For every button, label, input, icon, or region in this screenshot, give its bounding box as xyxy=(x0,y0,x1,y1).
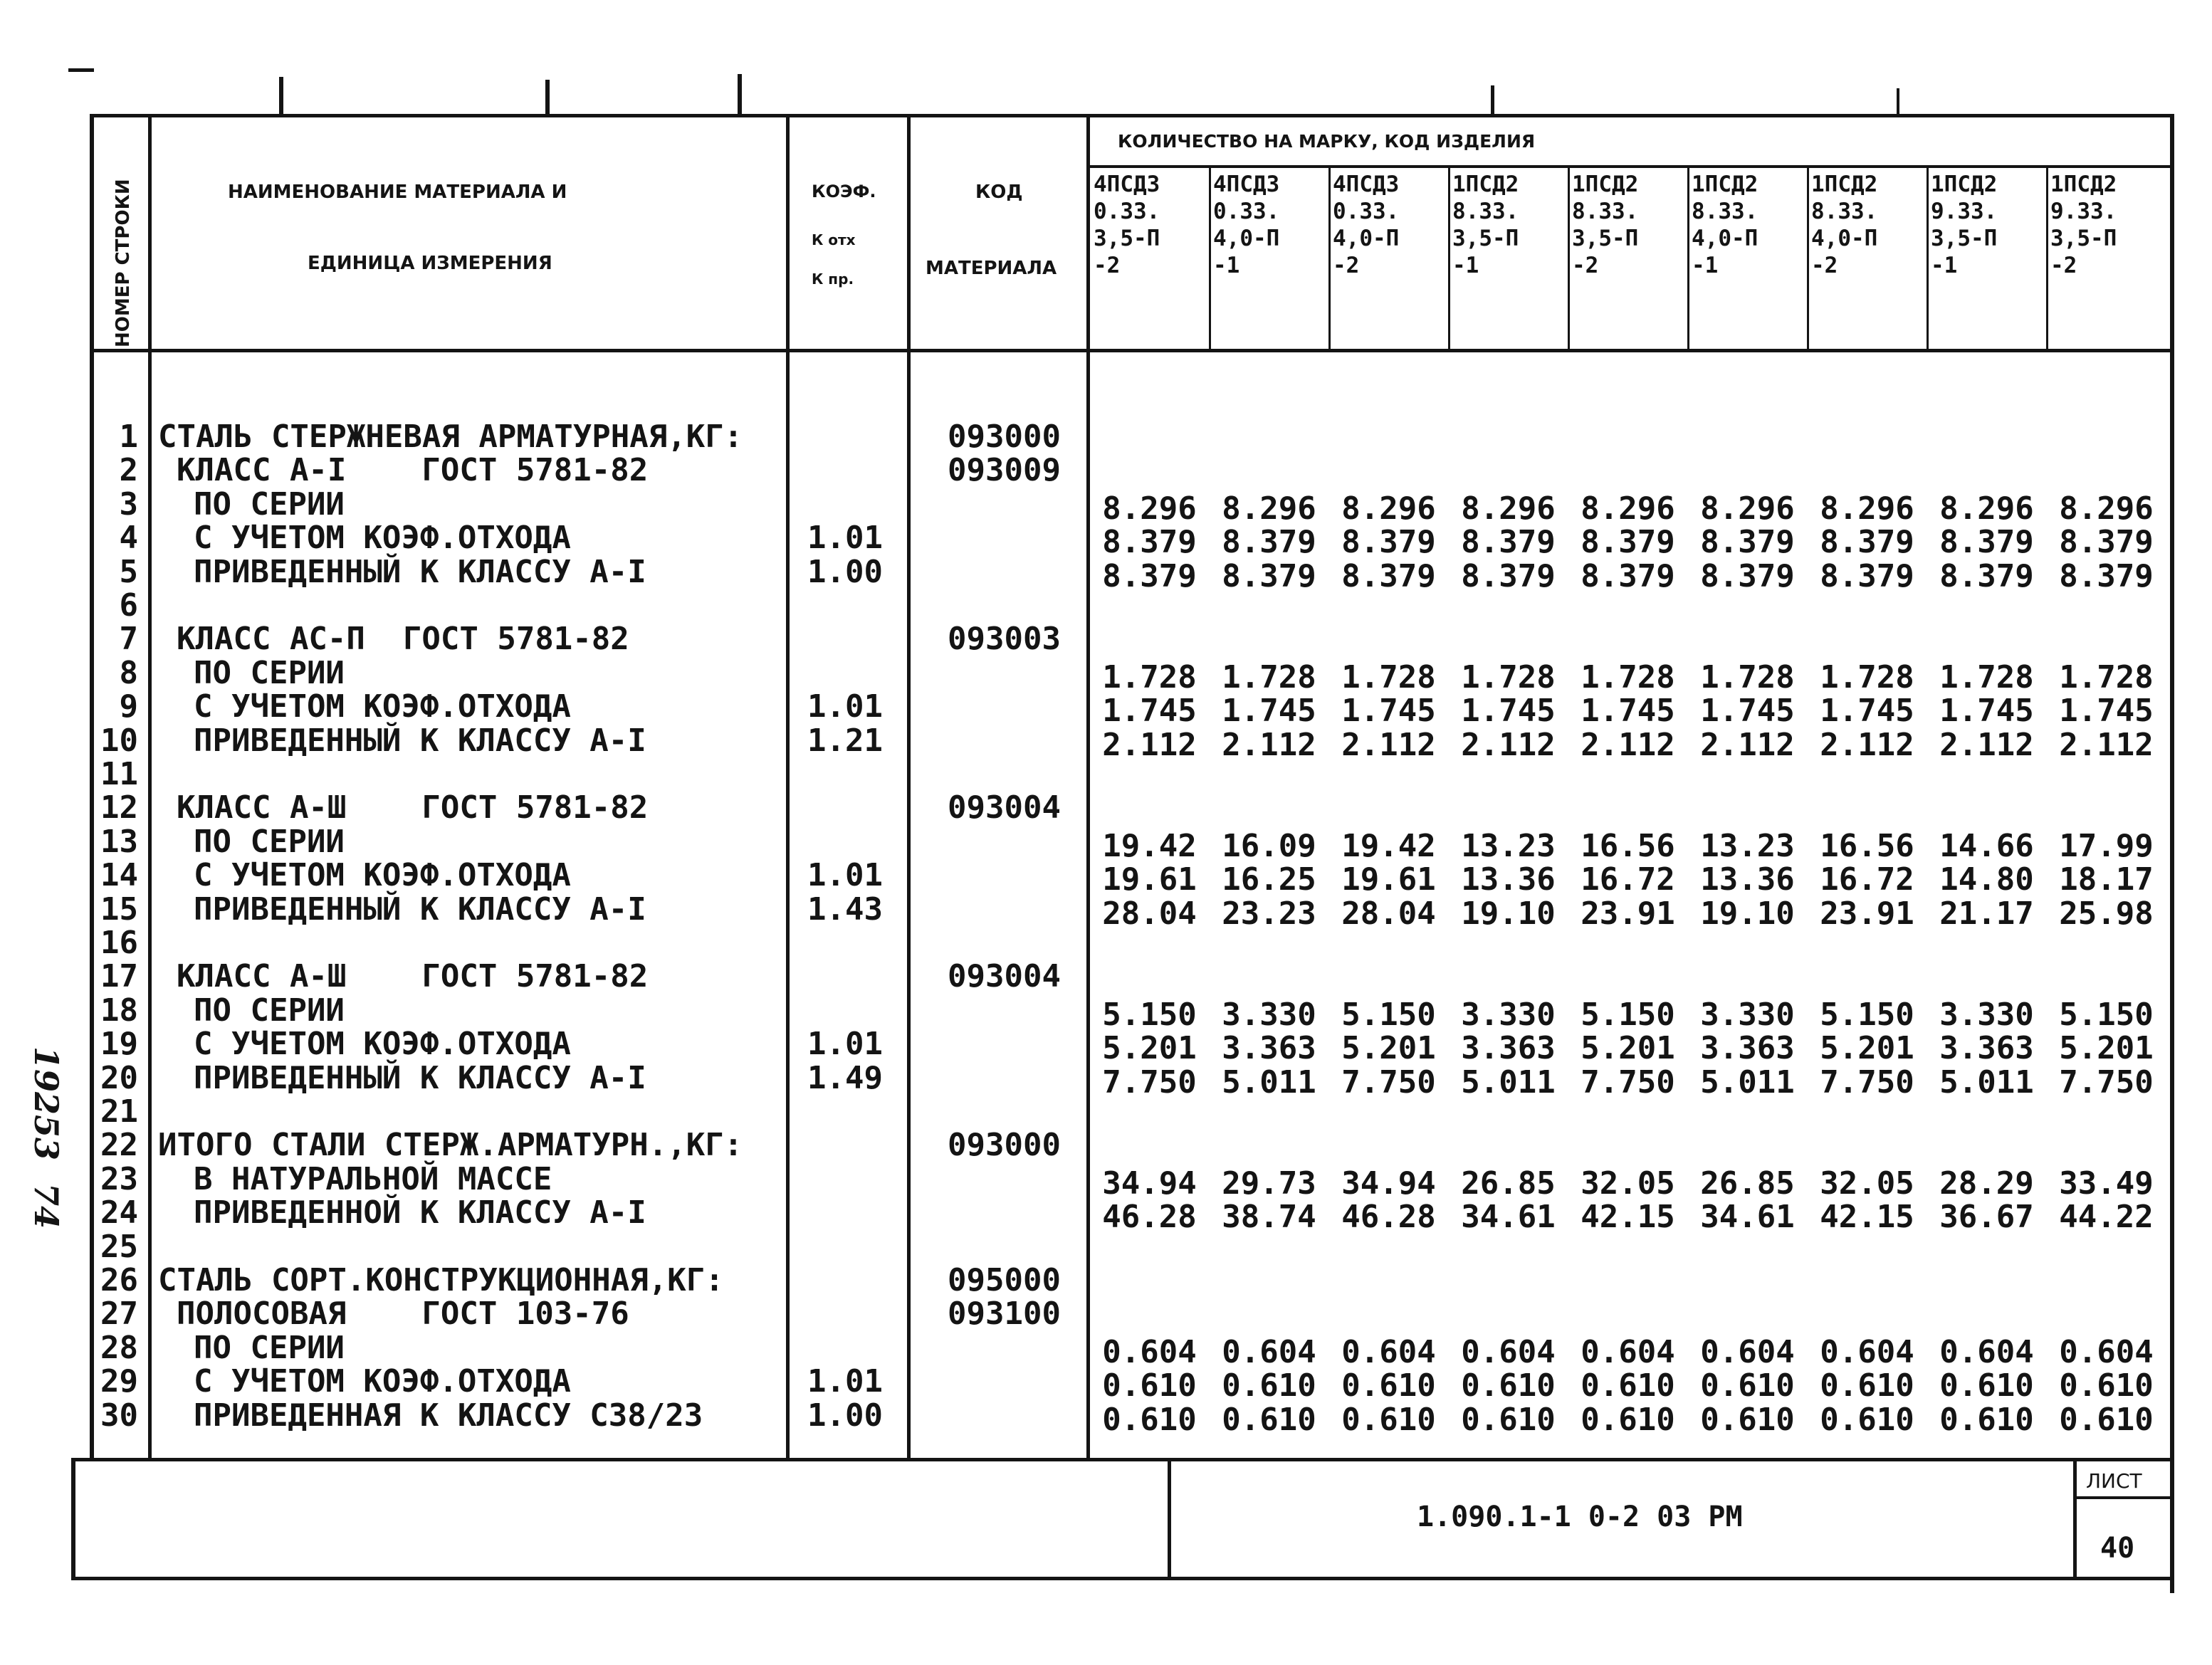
quantity-value: 0.604 xyxy=(1581,1333,1675,1370)
quantity-value: 16.72 xyxy=(1581,861,1675,898)
quantity-value: 28.29 xyxy=(1939,1165,2034,1202)
row-number: 24 xyxy=(100,1194,138,1231)
quantity-value: 8.296 xyxy=(1820,490,1914,527)
quantity-value: 0.610 xyxy=(1820,1401,1914,1438)
material-description: С УЧЕТОМ КОЭФ.ОТХОДА xyxy=(194,1363,571,1400)
top-tick-4 xyxy=(1491,85,1494,115)
product-code-header: 1ПСД2 8.33. 3,5-П -2 xyxy=(1572,172,1639,278)
quantity-value: 3.363 xyxy=(1939,1030,2034,1067)
quantity-value: 8.379 xyxy=(1581,557,1675,594)
quantity-value: 19.10 xyxy=(1700,895,1795,932)
material-description: С УЧЕТОМ КОЭФ.ОТХОДА xyxy=(194,520,571,557)
quantity-value: 1.728 xyxy=(1700,658,1795,695)
row-number: 22 xyxy=(100,1127,138,1164)
quantity-value: 42.15 xyxy=(1581,1199,1675,1236)
quantity-value: 26.85 xyxy=(1461,1165,1556,1202)
row-number: 7 xyxy=(119,621,138,658)
row-number: 2 xyxy=(119,452,138,489)
quantity-value: 1.745 xyxy=(1939,693,2034,730)
row-number: 19 xyxy=(100,1026,138,1063)
quantity-value: 0.604 xyxy=(1102,1333,1197,1370)
row-number: 14 xyxy=(100,857,138,894)
quantity-title: КОЛИЧЕСТВО НА МАРКУ, КОД ИЗДЕЛИЯ xyxy=(1118,131,1536,152)
quantity-value: 33.49 xyxy=(2059,1165,2154,1202)
row-number: 16 xyxy=(100,925,138,961)
product-code-header: 1ПСД2 9.33. 3,5-П -2 xyxy=(2050,172,2117,278)
coef-header-line1: КОЭФ. xyxy=(812,182,876,201)
quantity-value: 0.604 xyxy=(1341,1333,1436,1370)
quantity-title-line xyxy=(1089,165,2174,168)
quantity-value: 5.011 xyxy=(1222,1063,1316,1101)
quantity-value: 5.150 xyxy=(2059,996,2154,1033)
coefficient: 1.00 xyxy=(807,1397,883,1434)
quantity-value: 5.201 xyxy=(1102,1030,1197,1067)
quantity-value: 0.610 xyxy=(1341,1401,1436,1438)
quantity-value: 0.604 xyxy=(1820,1333,1914,1370)
quantity-value: 2.112 xyxy=(1820,726,1914,763)
col-sep-rownum xyxy=(148,114,152,1459)
material-code: 093100 xyxy=(948,1296,1061,1333)
stamp-left-line xyxy=(1168,1458,1171,1579)
quantity-value: 0.610 xyxy=(2059,1401,2154,1438)
quantity-value: 5.011 xyxy=(1700,1063,1795,1101)
quantity-value: 19.61 xyxy=(1341,861,1436,898)
quantity-value: 29.73 xyxy=(1222,1165,1316,1202)
quantity-value: 13.23 xyxy=(1700,827,1795,864)
material-description: КЛАСС АС-П ГОСТ 5781-82 xyxy=(177,621,629,658)
quantity-value: 2.112 xyxy=(2059,726,2154,763)
quantity-value: 2.112 xyxy=(1939,726,2034,763)
quantity-value: 44.22 xyxy=(2059,1199,2154,1236)
quantity-value: 0.610 xyxy=(1581,1401,1675,1438)
row-number: 30 xyxy=(100,1397,138,1434)
quantity-value: 5.150 xyxy=(1581,996,1675,1033)
coefficient: 1.01 xyxy=(807,520,883,557)
quantity-value: 2.112 xyxy=(1581,726,1675,763)
frame-top-line xyxy=(91,114,2174,117)
quantity-value: 1.728 xyxy=(1102,658,1197,695)
quantity-value: 34.94 xyxy=(1102,1165,1197,1202)
body-bottom-line xyxy=(71,1458,2174,1461)
material-code: 093004 xyxy=(948,789,1061,826)
margin-note: 19253 74 xyxy=(27,1046,65,1229)
quantity-value: 28.04 xyxy=(1341,895,1436,932)
quantity-value: 1.745 xyxy=(1222,693,1316,730)
material-description: ПРИВЕДЕННОЙ К КЛАССУ А-I xyxy=(194,1194,646,1231)
coefficient: 1.01 xyxy=(807,1363,883,1400)
quantity-value: 14.66 xyxy=(1939,827,2034,864)
quantity-value: 3.330 xyxy=(1939,996,2034,1033)
product-code-header: 1ПСД2 8.33. 4,0-П -2 xyxy=(1811,172,1878,278)
row-number: 17 xyxy=(100,958,138,995)
quantity-value: 2.112 xyxy=(1102,726,1197,763)
row-number: 20 xyxy=(100,1059,138,1096)
quantity-value: 13.23 xyxy=(1461,827,1556,864)
coef-header-line3: К пр. xyxy=(812,271,854,288)
quantity-value: 1.728 xyxy=(1820,658,1914,695)
row-number: 15 xyxy=(100,891,138,928)
quantity-value: 5.150 xyxy=(1820,996,1914,1033)
quantity-value: 42.15 xyxy=(1820,1199,1914,1236)
quantity-value: 5.011 xyxy=(1939,1063,2034,1101)
quantity-value: 18.17 xyxy=(2059,861,2154,898)
quantity-value: 3.363 xyxy=(1700,1030,1795,1067)
quantity-value: 17.99 xyxy=(2059,827,2154,864)
stamp-sheet-mid-line xyxy=(2073,1496,2173,1499)
row-number: 10 xyxy=(100,722,138,759)
material-description: ПО СЕРИИ xyxy=(194,823,345,860)
quantity-value: 0.610 xyxy=(1581,1367,1675,1404)
quantity-value: 19.42 xyxy=(1341,827,1436,864)
top-tick-5 xyxy=(1897,88,1899,115)
material-description: ПО СЕРИИ xyxy=(194,1329,345,1366)
coefficient: 1.21 xyxy=(807,722,883,759)
quantity-value: 7.750 xyxy=(1581,1063,1675,1101)
quantity-value: 14.80 xyxy=(1939,861,2034,898)
material-code: 095000 xyxy=(948,1262,1061,1298)
quantity-value: 1.745 xyxy=(1581,693,1675,730)
quantity-value: 7.750 xyxy=(1102,1063,1197,1101)
quantity-value: 8.379 xyxy=(1461,524,1556,561)
material-name-header-line1: НАИМЕНОВАНИЕ МАТЕРИАЛА И xyxy=(228,182,567,203)
material-description: ПО СЕРИИ xyxy=(194,485,345,522)
row-number: 18 xyxy=(100,992,138,1029)
quantity-value: 32.05 xyxy=(1820,1165,1914,1202)
quantity-value: 5.201 xyxy=(1820,1030,1914,1067)
quantity-value: 16.72 xyxy=(1820,861,1914,898)
coefficient: 1.01 xyxy=(807,1026,883,1063)
quantity-value: 8.379 xyxy=(1341,524,1436,561)
quantity-value: 0.610 xyxy=(1222,1367,1316,1404)
quantity-value: 16.56 xyxy=(1820,827,1914,864)
quantity-value: 1.745 xyxy=(1461,693,1556,730)
material-description: ПРИВЕДЕННАЯ К КЛАССУ С38/23 xyxy=(194,1397,703,1434)
quantity-value: 0.604 xyxy=(1222,1333,1316,1370)
material-description: КЛАСС А-Ш ГОСТ 5781-82 xyxy=(177,958,649,995)
row-number: 13 xyxy=(100,823,138,860)
coefficient: 1.01 xyxy=(807,857,883,894)
quantity-value: 8.379 xyxy=(1222,524,1316,561)
material-description: С УЧЕТОМ КОЭФ.ОТХОДА xyxy=(194,1026,571,1063)
row-number: 25 xyxy=(100,1228,138,1265)
quantity-value: 1.728 xyxy=(1581,658,1675,695)
quantity-value: 46.28 xyxy=(1102,1199,1197,1236)
quantity-value: 8.296 xyxy=(1581,490,1675,527)
quantity-value: 0.610 xyxy=(1700,1367,1795,1404)
row-number: 21 xyxy=(100,1093,138,1130)
row-number: 3 xyxy=(119,485,138,522)
quantity-value: 19.10 xyxy=(1461,895,1556,932)
material-description: КЛАСС А-Ш ГОСТ 5781-82 xyxy=(177,789,649,826)
quantity-value: 34.61 xyxy=(1461,1199,1556,1236)
material-description: ПО СЕРИИ xyxy=(194,654,345,691)
quantity-value: 13.36 xyxy=(1700,861,1795,898)
coefficient: 1.01 xyxy=(807,688,883,725)
quantity-value: 8.379 xyxy=(1820,524,1914,561)
quantity-value: 8.379 xyxy=(1102,524,1197,561)
material-code: 093000 xyxy=(948,1127,1061,1164)
quantity-value: 1.728 xyxy=(1341,658,1436,695)
product-code-header: 1ПСД2 9.33. 3,5-П -1 xyxy=(1931,172,1998,278)
quantity-value: 3.330 xyxy=(1222,996,1316,1033)
top-tick-3 xyxy=(738,74,742,115)
quantity-value: 1.745 xyxy=(2059,693,2154,730)
top-tick-2 xyxy=(545,80,550,115)
row-number: 9 xyxy=(119,688,138,725)
material-description: ПРИВЕДЕННЫЙ К КЛАССУ А-I xyxy=(194,722,646,759)
quantity-value: 13.36 xyxy=(1461,861,1556,898)
row-number: 27 xyxy=(100,1296,138,1333)
quantity-value: 8.379 xyxy=(2059,524,2154,561)
quantity-value: 8.379 xyxy=(1820,557,1914,594)
quantity-value: 1.728 xyxy=(1939,658,2034,695)
col-sep-name xyxy=(786,114,790,1459)
product-code-header: 4ПСДЗ 0.33. 4,0-П -1 xyxy=(1213,172,1280,278)
quantity-value: 7.750 xyxy=(2059,1063,2154,1101)
quantity-value: 2.112 xyxy=(1461,726,1556,763)
material-description: СТАЛЬ СТЕРЖНЕВАЯ АРМАТУРНАЯ,КГ: xyxy=(158,419,743,455)
row-number: 23 xyxy=(100,1160,138,1197)
quantity-value: 5.201 xyxy=(2059,1030,2154,1067)
quantity-value: 0.610 xyxy=(1939,1367,2034,1404)
quantity-value: 8.379 xyxy=(1222,557,1316,594)
material-description: ПРИВЕДЕННЫЙ К КЛАССУ А-I xyxy=(194,891,646,928)
quantity-value: 5.201 xyxy=(1581,1030,1675,1067)
quantity-value: 23.91 xyxy=(1581,895,1675,932)
row-number: 12 xyxy=(100,789,138,826)
material-code: 093003 xyxy=(948,621,1061,658)
quantity-value: 21.17 xyxy=(1939,895,2034,932)
quantity-value: 8.379 xyxy=(1341,557,1436,594)
row-number-header: НОМЕР СТРОКИ xyxy=(112,179,134,347)
col-sep-coef xyxy=(907,114,911,1459)
quantity-value: 19.42 xyxy=(1102,827,1197,864)
sheet-label: ЛИСТ xyxy=(2086,1469,2142,1493)
top-tick-1 xyxy=(279,77,283,115)
quantity-value: 5.201 xyxy=(1341,1030,1436,1067)
quantity-value: 34.94 xyxy=(1341,1165,1436,1202)
frame-bottom-line xyxy=(71,1577,2174,1580)
code-header-line1: КОД xyxy=(975,182,1023,203)
quantity-value: 7.750 xyxy=(1820,1063,1914,1101)
quantity-value: 0.610 xyxy=(1939,1401,2034,1438)
quantity-value: 8.379 xyxy=(1461,557,1556,594)
product-code-header: 4ПСДЗ 0.33. 3,5-П -2 xyxy=(1094,172,1160,278)
quantity-value: 2.112 xyxy=(1222,726,1316,763)
frame-right-line xyxy=(2170,114,2174,1593)
material-description: ПО СЕРИИ xyxy=(194,992,345,1029)
quantity-value: 8.296 xyxy=(1700,490,1795,527)
quantity-value: 8.379 xyxy=(1939,524,2034,561)
quantity-value: 1.728 xyxy=(2059,658,2154,695)
quantity-value: 3.330 xyxy=(1461,996,1556,1033)
row-number: 4 xyxy=(119,520,138,557)
quantity-value: 1.745 xyxy=(1820,693,1914,730)
quantity-value: 0.604 xyxy=(2059,1333,2154,1370)
quantity-value: 7.750 xyxy=(1341,1063,1436,1101)
quantity-value: 5.011 xyxy=(1461,1063,1556,1101)
product-code-header: 4ПСДЗ 0.33. 4,0-П -2 xyxy=(1333,172,1400,278)
quantity-value: 8.379 xyxy=(1581,524,1675,561)
material-code: 093000 xyxy=(948,419,1061,455)
quantity-value: 8.296 xyxy=(1939,490,2034,527)
quantity-value: 5.150 xyxy=(1102,996,1197,1033)
col-sep-code xyxy=(1086,114,1090,1459)
quantity-value: 0.610 xyxy=(1700,1401,1795,1438)
material-code: 093009 xyxy=(948,452,1061,489)
frame-left-outer-line xyxy=(71,1458,75,1579)
product-code-header: 1ПСД2 8.33. 4,0-П -1 xyxy=(1692,172,1758,278)
quantity-value: 2.112 xyxy=(1341,726,1436,763)
top-left-corner-mark xyxy=(68,68,94,72)
quantity-value: 0.610 xyxy=(1341,1367,1436,1404)
quantity-value: 16.09 xyxy=(1222,827,1316,864)
quantity-value: 32.05 xyxy=(1581,1165,1675,1202)
material-description: ИТОГО СТАЛИ СТЕРЖ.АРМАТУРН.,КГ: xyxy=(158,1127,743,1164)
quantity-value: 1.745 xyxy=(1341,693,1436,730)
quantity-value: 28.04 xyxy=(1102,895,1197,932)
quantity-value: 16.56 xyxy=(1581,827,1675,864)
product-code-header: 1ПСД2 8.33. 3,5-П -1 xyxy=(1452,172,1519,278)
coefficient: 1.43 xyxy=(807,891,883,928)
material-description: ПРИВЕДЕННЫЙ К КЛАССУ А-I xyxy=(194,553,646,590)
quantity-value: 0.604 xyxy=(1939,1333,2034,1370)
quantity-value: 0.610 xyxy=(1222,1401,1316,1438)
quantity-value: 34.61 xyxy=(1700,1199,1795,1236)
quantity-value: 0.610 xyxy=(1820,1367,1914,1404)
quantity-value: 2.112 xyxy=(1700,726,1795,763)
row-number: 5 xyxy=(119,553,138,590)
row-number: 8 xyxy=(119,654,138,691)
material-description: ПОЛОСОВАЯ ГОСТ 103-76 xyxy=(177,1296,629,1333)
quantity-value: 1.728 xyxy=(1461,658,1556,695)
material-description: СТАЛЬ СОРТ.КОНСТРУКЦИОННАЯ,КГ: xyxy=(158,1262,724,1298)
quantity-value: 16.25 xyxy=(1222,861,1316,898)
quantity-value: 8.296 xyxy=(1341,490,1436,527)
quantity-value: 46.28 xyxy=(1341,1199,1436,1236)
code-header-line2: МАТЕРИАЛА xyxy=(926,258,1057,279)
material-description: КЛАСС А-I ГОСТ 5781-82 xyxy=(177,452,649,489)
quantity-value: 36.67 xyxy=(1939,1199,2034,1236)
header-bottom-line xyxy=(91,349,2174,352)
quantity-value: 0.604 xyxy=(1461,1333,1556,1370)
quantity-value: 0.604 xyxy=(1700,1333,1795,1370)
quantity-value: 5.150 xyxy=(1341,996,1436,1033)
quantity-value: 23.91 xyxy=(1820,895,1914,932)
stamp-sheet-left-line xyxy=(2073,1458,2077,1579)
row-number: 11 xyxy=(100,756,138,792)
document-code: 1.090.1-1 0-2 03 РМ xyxy=(1417,1501,1743,1533)
quantity-value: 0.610 xyxy=(1102,1367,1197,1404)
row-number: 29 xyxy=(100,1363,138,1400)
quantity-value: 26.85 xyxy=(1700,1165,1795,1202)
coefficient: 1.49 xyxy=(807,1059,883,1096)
quantity-value: 0.610 xyxy=(1461,1401,1556,1438)
material-name-header-line2: ЕДИНИЦА ИЗМЕРЕНИЯ xyxy=(308,253,552,274)
coef-header-line2: К отх xyxy=(812,231,856,248)
quantity-value: 3.363 xyxy=(1461,1030,1556,1067)
quantity-value: 38.74 xyxy=(1222,1199,1316,1236)
quantity-value: 8.379 xyxy=(2059,557,2154,594)
quantity-value: 3.363 xyxy=(1222,1030,1316,1067)
quantity-value: 19.61 xyxy=(1102,861,1197,898)
quantity-value: 0.610 xyxy=(1102,1401,1197,1438)
row-number: 6 xyxy=(119,587,138,624)
quantity-value: 23.23 xyxy=(1222,895,1316,932)
quantity-value: 0.610 xyxy=(1461,1367,1556,1404)
quantity-value: 8.379 xyxy=(1939,557,2034,594)
quantity-value: 1.745 xyxy=(1102,693,1197,730)
coefficient: 1.00 xyxy=(807,553,883,590)
sheet-number: 40 xyxy=(2100,1532,2135,1565)
row-number: 26 xyxy=(100,1262,138,1298)
material-description: В НАТУРАЛЬНОЙ МАССЕ xyxy=(194,1160,552,1197)
quantity-value: 8.296 xyxy=(1222,490,1316,527)
material-code: 093004 xyxy=(948,958,1061,995)
row-number: 1 xyxy=(119,419,138,455)
material-description: ПРИВЕДЕННЫЙ К КЛАССУ А-I xyxy=(194,1059,646,1096)
quantity-value: 1.745 xyxy=(1700,693,1795,730)
quantity-value: 8.296 xyxy=(2059,490,2154,527)
row-number: 28 xyxy=(100,1329,138,1366)
quantity-value: 8.379 xyxy=(1700,524,1795,561)
material-description: С УЧЕТОМ КОЭФ.ОТХОДА xyxy=(194,688,571,725)
material-description: С УЧЕТОМ КОЭФ.ОТХОДА xyxy=(194,857,571,894)
quantity-value: 1.728 xyxy=(1222,658,1316,695)
quantity-value: 8.379 xyxy=(1700,557,1795,594)
quantity-value: 8.296 xyxy=(1102,490,1197,527)
quantity-value: 25.98 xyxy=(2059,895,2154,932)
quantity-value: 8.296 xyxy=(1461,490,1556,527)
quantity-value: 0.610 xyxy=(2059,1367,2154,1404)
quantity-value: 3.330 xyxy=(1700,996,1795,1033)
quantity-value: 8.379 xyxy=(1102,557,1197,594)
